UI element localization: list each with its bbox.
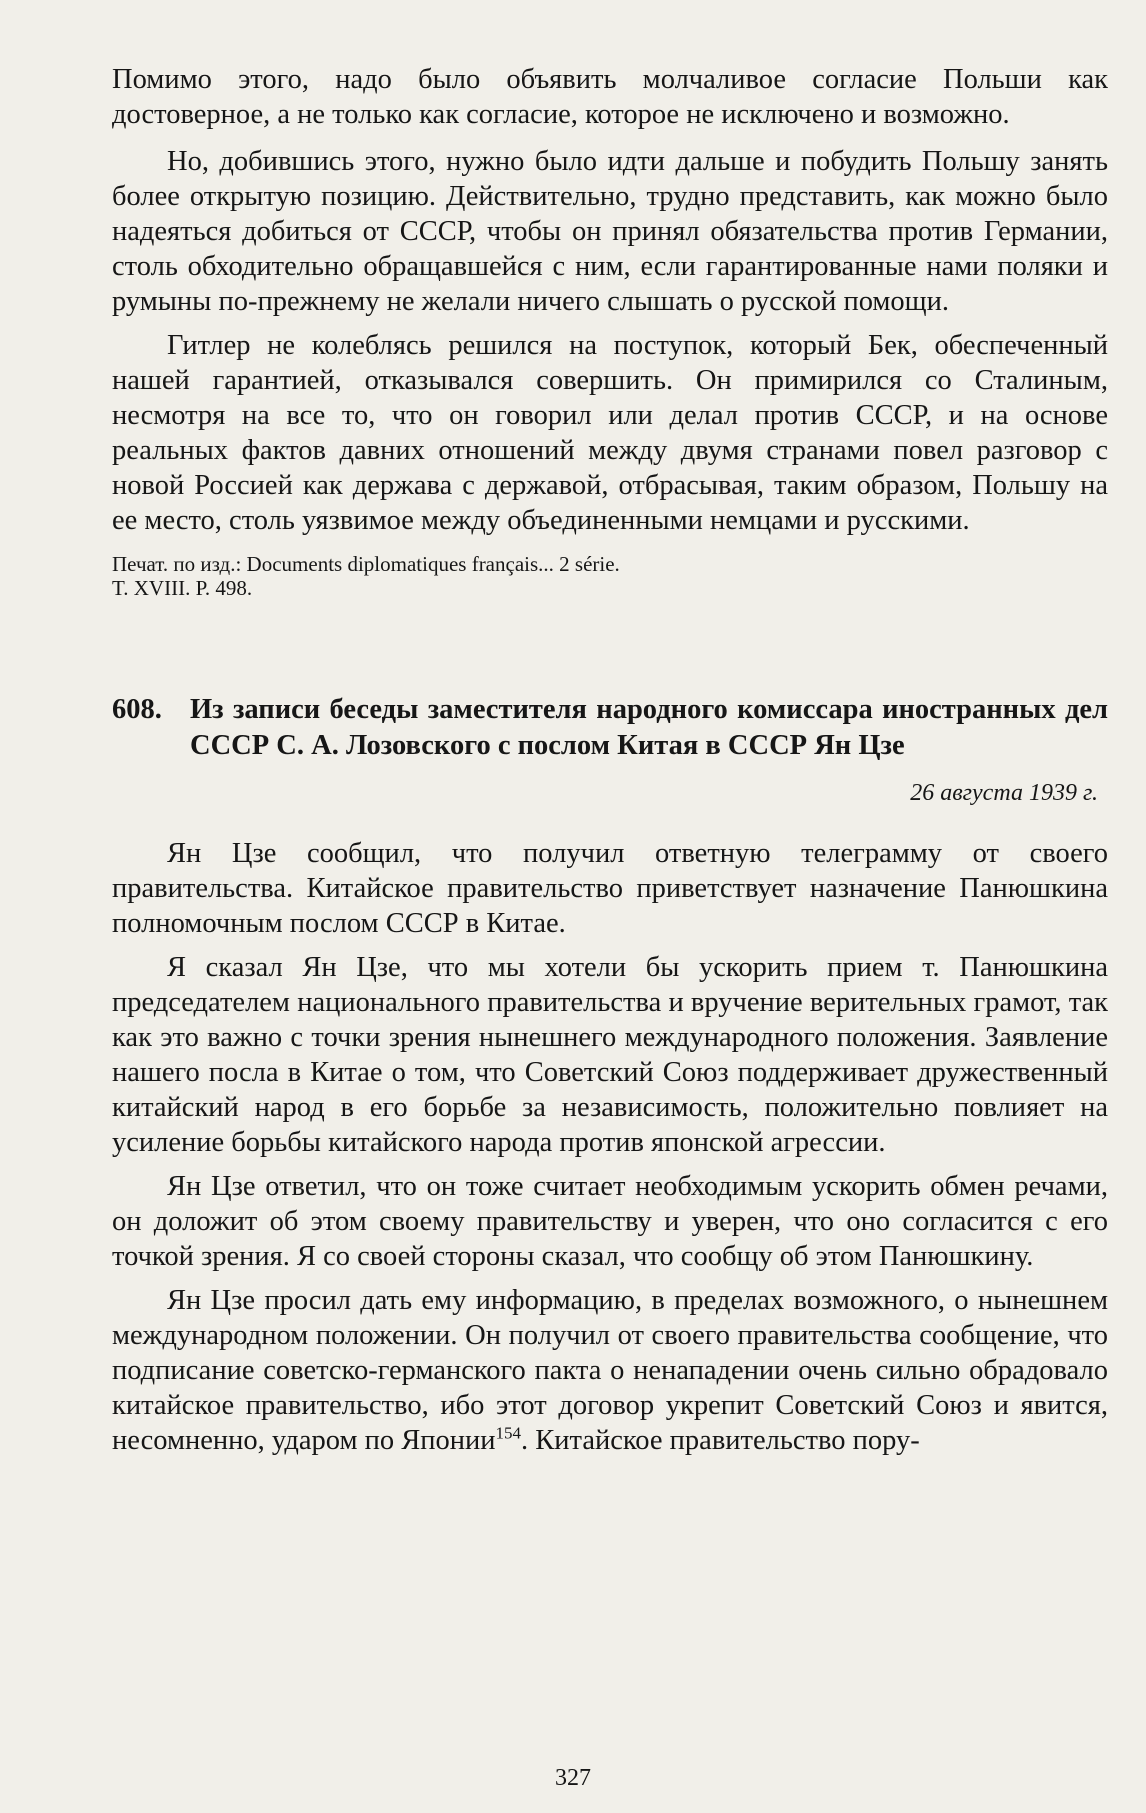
document-title: Из записи беседы заместителя народного комиссара иностранных дел СССР С. А. Лозовского с послом Китая в СССР Ян Цзе (190, 694, 1108, 761)
body-paragraph-3: Ян Цзе ответил, что он тоже считает необходимым ускорить обмен речами, он доложит об этом своему правительству и уверен, что оно согласится с его точкой зрения. Я со своей стороны сказал, что сообщу об этом Панюшкину. (112, 1171, 1108, 1272)
body-paragraph-4-tail: . Китайское правительство пору- (521, 1425, 920, 1456)
body-paragraph-1: Ян Цзе сообщил, что получил ответную телеграмму от своего правительства. Китайское правительство приветствует назначение Панюшкина полномочным послом СССР в Китае. (112, 838, 1108, 939)
document-date: 26 августа 1939 г. (910, 780, 1098, 806)
document-body (112, 836, 1108, 1458)
body-paragraph-2: Я сказал Ян Цзе, что мы хотели бы ускорить прием т. Панюшкина председателем национального правительства и вручение верительных грамот, так как это важно с точки зрения нынешнего международного положения. Заявление нашего посла в Китае о том, что Советский Союз поддерживает дружественный китайский народ в его борьбе за независимость, положительно повлияет на усиление борьбы китайского народа против японской агрессии. (112, 952, 1108, 1158)
continuation-paragraph-1: Помимо этого, надо было объявить молчаливое согласие Польши как достоверное, а не только как согласие, которое не исключено и возможно. (112, 64, 1108, 130)
page-number: 327 (555, 1765, 591, 1791)
page-content (112, 62, 1108, 1458)
body-paragraph-4-text: Ян Цзе просил дать ему информацию, в пределах возможного, о нынешнем международном положении. Он получил от своего правительства сообщение, что подписание советско-германского пакта о ненападении очень сильно обрадовало китайское правительство, ибо этот договор укрепит Советский Союз и явится, несомненно, ударом по Японии (112, 1285, 1108, 1456)
footnote-reference: 154 (495, 1423, 522, 1443)
document-number: 608. (112, 694, 162, 725)
source-citation: Печат. по изд.: Documents diplomatiques français... 2 série. T. XVIII. P. 498. (112, 552, 620, 600)
body-paragraph-4 (112, 1283, 1108, 1458)
continuation-paragraph-3: Гитлер не колеблясь решился на поступок, который Бек, обеспеченный нашей гарантией, отказывался совершить. Он примирился со Сталиным, несмотря на все то, что он говорил или делал против СССР, и на основе реальных фактов давних отношений между двумя странами повел разговор с новой Россией как держава с державой, отбрасывая, таким образом, Польшу на ее место, столь уязвимое между объединенными немцами и русскими. (112, 330, 1108, 536)
continuation-paragraph-2: Но, добившись этого, нужно было идти дальше и побудить Польшу занять более открытую позицию. Действительно, трудно представить, как можно было надеяться добиться от СССР, чтобы он принял обязательства против Германии, столь обходительно обращавшейся с ним, если гарантированные нами поляки и румыны по-прежнему не желали ничего слышать о русской помощи. (112, 146, 1108, 317)
document-heading (112, 692, 1108, 764)
